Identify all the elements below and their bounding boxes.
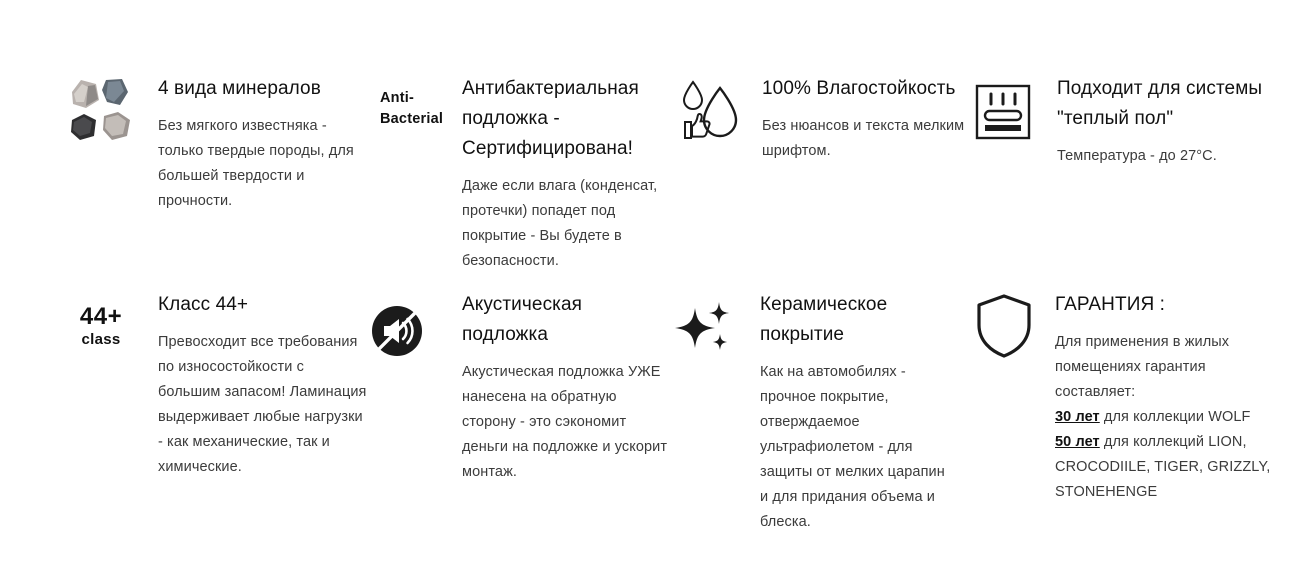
class-44-line-1: 44+: [79, 303, 123, 330]
feature-title: Подходит для системы "теплый пол": [1057, 78, 1263, 129]
warranty-term-1-years: 30 лет: [1055, 409, 1100, 425]
feature-title: ГАРАНТИЯ :: [1055, 294, 1166, 315]
feature-text: Без нюансов и текста мелким шрифтом.: [762, 118, 965, 159]
feature-title: Акустическая подложка: [462, 294, 583, 345]
water-body: [762, 74, 970, 164]
anti-bacterial-line-2: Bacterial: [380, 111, 444, 127]
minerals-icon-slot: [70, 74, 158, 146]
ceramic-icon-slot: [675, 290, 760, 358]
water-icon-slot: [680, 74, 762, 150]
feature-acoustic: [370, 290, 670, 485]
feature-text: Даже если влага (конденсат, протечки) попадет под покрытие - Вы будете в безопасности.: [462, 178, 658, 269]
feature-text: Как на автомобилях - прочное покрытие, отверждаемое ультрафиолетом - для защиты от мелких царапин и для придания объема и блеска.: [760, 364, 945, 530]
anti-bacterial-text-icon: [380, 88, 443, 130]
class-44-plus-icon: [70, 304, 132, 350]
feature-antibacterial: [380, 74, 680, 274]
warranty-term-1-rest: для коллекции WOLF: [1099, 409, 1251, 425]
feature-title: Керамическое покрытие: [760, 294, 888, 345]
warranty-icon-slot: [975, 290, 1055, 358]
warranty-term-1: [1055, 405, 1275, 430]
class-44-icon-slot: [70, 290, 158, 350]
class-44-body: [158, 290, 370, 480]
warranty-term-2: [1055, 430, 1275, 505]
underfloor-heating-icon: [975, 84, 1031, 140]
mute-speaker-icon: [370, 304, 424, 358]
feature-warranty: [975, 290, 1275, 505]
feature-text: Акустическая подложка УЖЕ нанесена на обратную сторону - это сэкономит деньги на подложке и ускорит монтаж.: [462, 364, 668, 480]
warranty-term-2-rest: для коллекций LION, CROCODIILE, TIGER, GRIZZLY, STONEHENGE: [1055, 434, 1271, 500]
feature-water-resistance: [680, 74, 970, 164]
shield-icon: [975, 294, 1033, 358]
warranty-intro-text: Для применения в жилых помещениях гарантия составляет:: [1055, 334, 1230, 400]
feature-text: Без мягкого известняка - только твердые породы, для большей твердости и прочности.: [158, 118, 354, 209]
feature-warm-floor: [975, 74, 1275, 169]
feature-class-44: [70, 290, 370, 480]
acoustic-icon-slot: [370, 290, 462, 358]
warranty-body: [1055, 290, 1275, 505]
warm-floor-body: [1057, 74, 1275, 169]
feature-title: Класс 44+: [158, 294, 249, 315]
acoustic-body: [462, 290, 670, 485]
feature-title: 100% Влагостойкость: [762, 78, 956, 99]
feature-title: Антибактериальная подложка - Сертифицирована!: [462, 78, 639, 159]
feature-text: Температура - до 27°C.: [1057, 148, 1217, 164]
class-44-line-2: class: [81, 331, 121, 348]
feature-text: Превосходит все требования по износостойкости с большим запасом! Ламинация выдерживает любые нагрузки - как механические, так и химические.: [158, 334, 367, 475]
sparkle-icon: [675, 302, 739, 358]
ceramic-body: [760, 290, 955, 535]
minerals-icon: [70, 78, 140, 146]
warm-floor-icon-slot: [975, 74, 1057, 140]
antibacterial-body: [462, 74, 680, 274]
feature-minerals: [70, 74, 370, 214]
minerals-body: [158, 74, 370, 214]
warranty-term-2-years: 50 лет: [1055, 434, 1100, 450]
feature-title: 4 вида минералов: [158, 78, 321, 99]
water-drop-thumbs-up-icon: [680, 78, 748, 150]
anti-bacterial-line-1: Anti-: [380, 90, 415, 106]
feature-ceramic: [675, 290, 955, 535]
anti-bacterial-icon-slot: [380, 74, 462, 130]
